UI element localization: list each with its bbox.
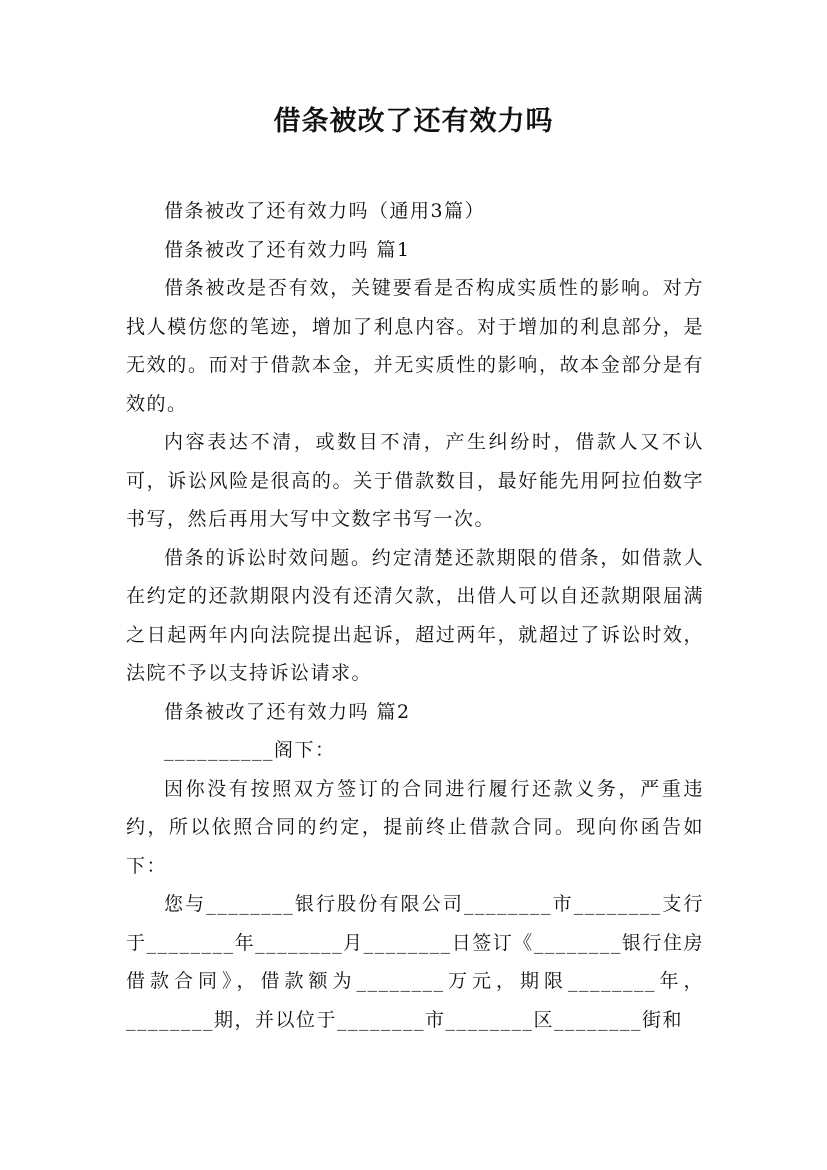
section-heading-1: 借条被改了还有效力吗 篇1 bbox=[164, 238, 411, 261]
section-heading-2: 借条被改了还有效力吗 篇2 bbox=[164, 700, 411, 723]
body-paragraph: 内容表达不清，或数目不清，产生纠纷时，借款人又不认可，诉讼风险是很高的。关于借款数目，最好能先用阿拉伯数字书写，然后再用大写中文数字书写一次。 bbox=[126, 431, 704, 530]
subtitle-paragraph: 借条被改了还有效力吗（通用3篇） bbox=[164, 200, 486, 222]
document-title: 借条被改了还有效力吗 bbox=[273, 106, 554, 137]
document-body bbox=[126, 192, 704, 1039]
body-paragraph: 借条被改是否有效，关键要看是否构成实质性的影响。对方找人模仿您的笔迹，增加了利息内容。对于增加的利息部分，是无效的。而对于借款本金，并无实质性的影响，故本金部分是有效的。 bbox=[126, 277, 704, 415]
body-paragraph: 您与________银行股份有限公司________市________支行于________年________月________日签订《________银行住房借款合同》，借款额为________万元，期限________年，________期，并以位于________市________区________街和 bbox=[126, 893, 704, 1031]
salutation-line: __________阁下： bbox=[164, 739, 336, 761]
body-paragraph: 因你没有按照双方签订的合同进行履行还款义务，严重违约，所以依照合同的约定，提前终止借款合同。现向你函告如下： bbox=[126, 777, 704, 877]
body-paragraph: 借条的诉讼时效问题。约定清楚还款期限的借条，如借款人在约定的还款期限内没有还清欠款，出借人可以自还款期限届满之日起两年内向法院提出起诉，超过两年，就超过了诉讼时效，法院不予以支持诉讼请求。 bbox=[126, 546, 704, 684]
